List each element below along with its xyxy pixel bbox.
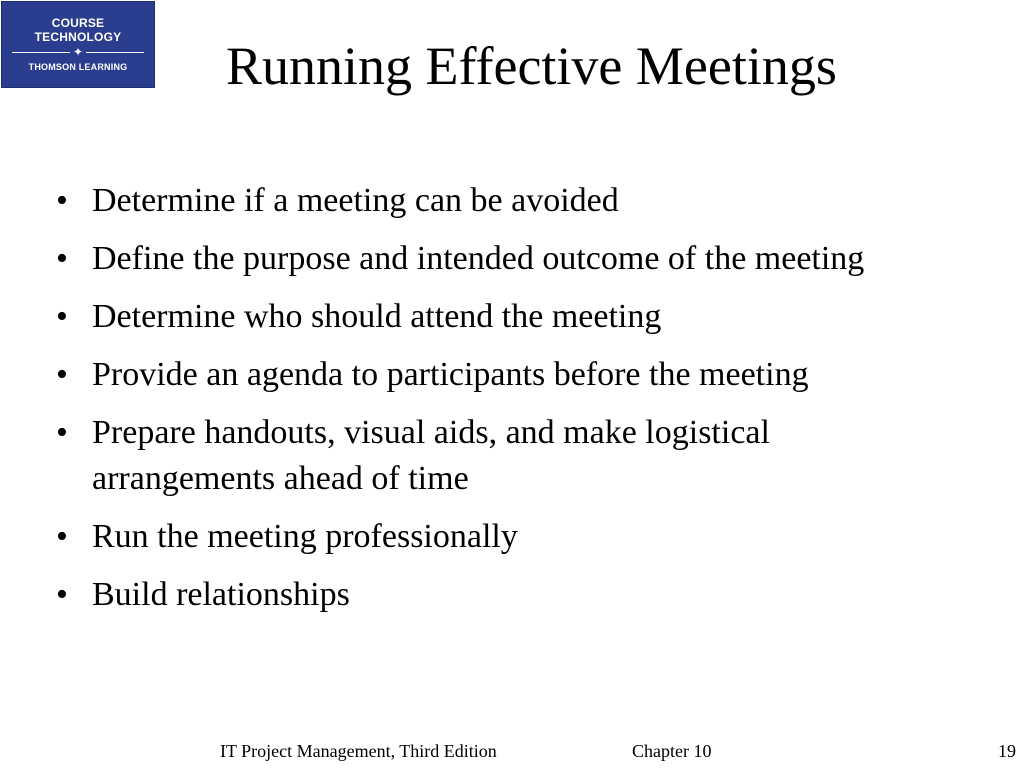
logo-line-course: COURSE	[51, 16, 105, 30]
bullet-item	[56, 236, 956, 282]
bullet-dot-icon: •	[56, 240, 68, 277]
footer-book-title: IT Project Management, Third Edition	[220, 741, 497, 761]
logo-star-icon: ✦	[2, 45, 154, 59]
bullet-text: Define the purpose and intended outcome of the meeting	[92, 240, 865, 277]
footer-chapter: Chapter 10	[632, 741, 712, 761]
bullet-text: Run the meeting professionally	[92, 518, 518, 555]
bullet-list	[56, 178, 956, 630]
logo-line-thomson-learning: THOMSON LEARNING	[28, 62, 128, 72]
bullet-text: Determine who should attend the meeting	[92, 298, 662, 335]
logo-line-technology: TECHNOLOGY	[34, 30, 122, 44]
bullet-dot-icon: •	[56, 576, 68, 613]
bullet-dot-icon: •	[56, 298, 68, 335]
bullet-item	[56, 572, 956, 618]
bullet-dot-icon: •	[56, 518, 68, 555]
bullet-text: Determine if a meeting can be avoided	[92, 182, 619, 219]
bullet-dot-icon: •	[56, 182, 68, 219]
bullet-item	[56, 178, 956, 224]
bullet-item	[56, 514, 956, 560]
slide-title: Running Effective Meetings	[226, 36, 837, 96]
bullet-text: Prepare handouts, visual aids, and make logistical arrangements ahead of time	[92, 414, 770, 497]
course-technology-logo	[1, 1, 155, 88]
footer-page-number: 19	[998, 741, 1016, 761]
bullet-item	[56, 294, 956, 340]
bullet-text: Provide an agenda to participants before the meeting	[92, 356, 809, 393]
bullet-item	[56, 352, 956, 398]
bullet-item	[56, 410, 956, 502]
bullet-dot-icon: •	[56, 356, 68, 393]
bullet-text: Build relationships	[92, 576, 350, 613]
bullet-dot-icon: •	[56, 414, 68, 451]
